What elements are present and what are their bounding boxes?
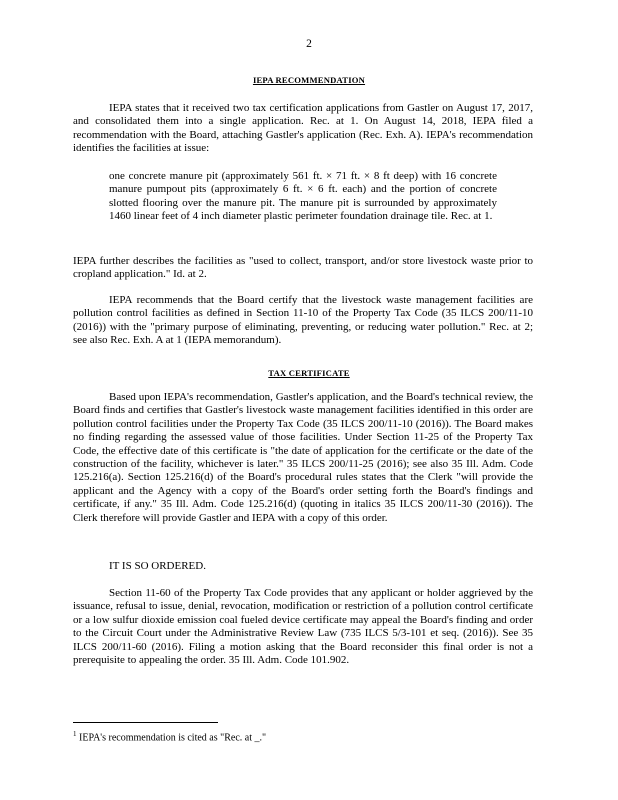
footnote [73,730,266,743]
section-heading-tax-certificate [0,368,618,378]
paragraph-iepa-recommends: IEPA recommends that the Board certify that the livestock waste management facilities are pollution control facilities as defined in Section 11-10 of the Property Tax Code (35 ILCS 200/11-10 (2016)) with the "primary purpose of eliminating, preventing, or reducing water pollution." Rec. at 2; see also Rec. Exh. A at 1 (IEPA memorandum). [73,294,533,347]
paragraph-so-ordered: IT IS SO ORDERED. [109,560,206,572]
footnote-divider [73,722,218,723]
paragraph-iepa-states: IEPA states that it received two tax certification applications from Gastler on August 17, 2017, and consolidated them into a single application. Rec. at 1. On August 14, 2018, IEPA filed a recommendation with the Board, attaching Gastler's application (Rec. Exh. A). IEPA's recommendation identifies the facilities at issue: [73,102,533,155]
footnote-text: IEPA's recommendation is cited as "Rec. at _." [79,732,267,744]
paragraph-appeal-rights: Section 11-60 of the Property Tax Code provides that any applicant or holder aggrieved by the issuance, refusal to issue, denial, revocation, modification or restriction of a pollution control certificate or a low sulfur dioxide emission coal fueled device certificate may appeal the Board's finding and order to the Circuit Court under the Administrative Review Law (735 ILCS 5/3-101 et seq. (2016)). See 35 ILCS 200/11-60 (2016). Filing a motion asking that the Board reconsider this final order is not a prerequisite to appealing the order. 35 Ill. Adm. Code 101.902. [73,587,533,667]
page-number: 2 [306,38,312,50]
paragraph-iepa-further: IEPA further describes the facilities as "used to collect, transport, and/or store livestock waste prior to cropland application." Id. at 2. [73,255,533,281]
heading-text: TAX CERTIFICATE [268,368,350,378]
heading-text: IEPA RECOMMENDATION [252,75,366,85]
block-quote-facilities: one concrete manure pit (approximately 561 ft. × 71 ft. × 8 ft deep) with 16 concrete manure pumpout pits (approximately 6 ft. × 6 ft. each) and the portion of concrete slotted flooring over the manure pit. The manure pit is surrounded by approximately 1460 linear feet of 4 inch diameter plastic perimeter foundation drainage tile. Rec. at 1. [109,170,497,223]
footnote-marker: 1 [73,730,77,738]
paragraph-board-finding: Based upon IEPA's recommendation, Gastler's application, and the Board's technical review, the Board finds and certifies that Gastler's livestock waste management facilities identified in this order are pollution control facilities under the Property Tax Code (35 ILCS 200/11-10 (2016)). The Board makes no finding regarding the assessed value of those facilities. Under Section 11-25 of the Property Tax Code, the effective date of this certificate is "the date of application for the certificate or the date of the construction of the facility, whichever is later." 35 ILCS 200/11-25 (2016); see also 35 Ill. Adm. Code 125.216(a). Section 125.216(d) of the Board's procedural rules states that the Clerk "will provide the applicant and the Agency with a copy of the Board's order setting forth the Board's findings and certificate, if any." 35 Ill. Adm. Code 125.216(d) (quoting in italics 35 ILCS 200/11-30 (2016)). The Clerk therefore will provide Gastler and IEPA with a copy of this order. [73,391,533,524]
section-heading-iepa-recommendation [0,75,618,85]
